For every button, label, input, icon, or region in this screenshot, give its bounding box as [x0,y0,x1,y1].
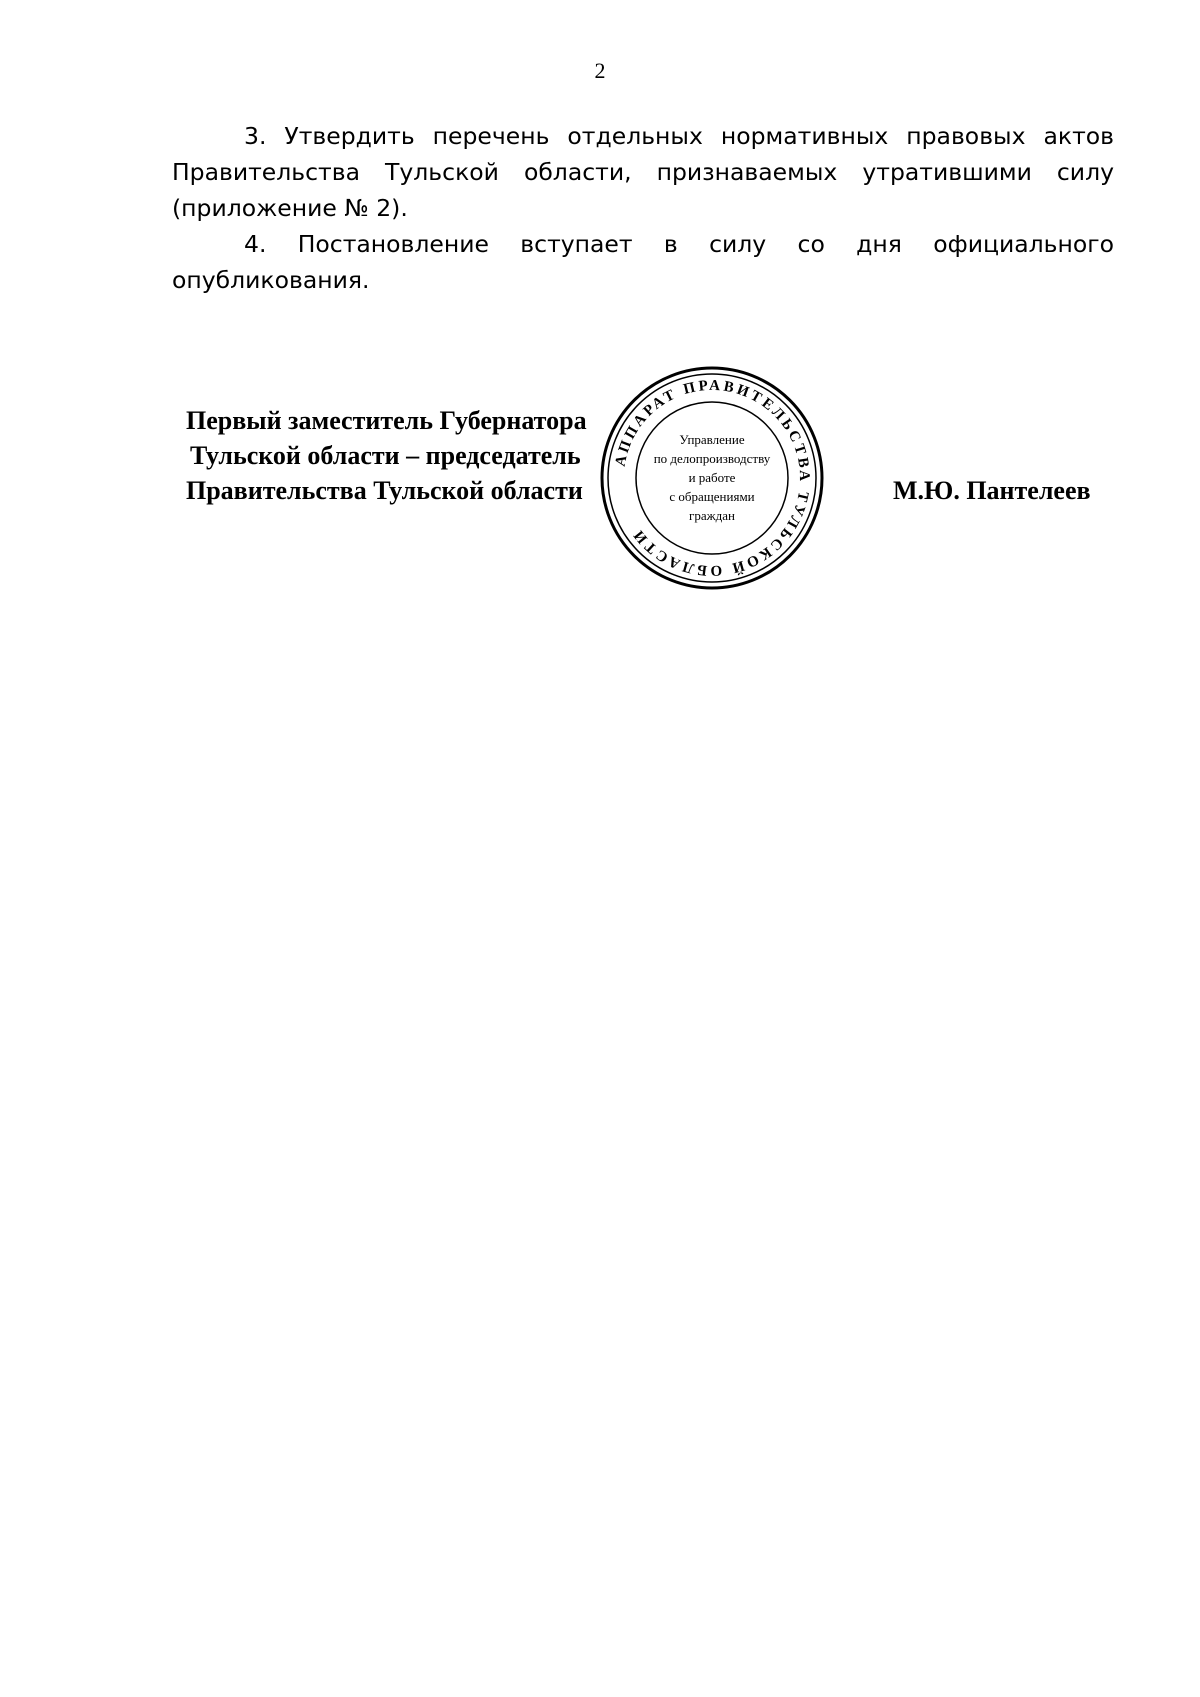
signatory-position [186,403,587,508]
document-body [172,118,1114,298]
seal-center-line: Управление [679,432,745,447]
seal-center-line: по делопроизводству [653,451,771,466]
paragraph-3: 3. Утвердить перечень отдельных нормативных правовых актов Правительства Тульской области, признаваемых утратившими силу (приложение № 2). [172,122,1114,222]
paragraph-4: 4. Постановление вступает в силу со дня официального опубликования. [172,230,1114,294]
page-number: 2 [594,58,606,83]
seal-center-line: с обращениями [669,489,755,504]
official-seal [597,363,827,593]
signatory-position-line: Тульской области – председатель [190,441,581,470]
signatory-position-line: Первый заместитель Губернатора [186,406,587,435]
signatory-position-line: Правительства Тульской области [186,476,583,505]
seal-graphic [597,363,827,593]
seal-center-line: граждан [689,508,735,523]
signatory-name: М.Ю. Пантелеев [893,476,1091,505]
seal-center-line: и работе [688,470,736,485]
seal-ring-text: АППАРАТ ПРАВИТЕЛЬСТВА ТУЛЬСКОЙ ОБЛАСТИ [612,377,813,579]
